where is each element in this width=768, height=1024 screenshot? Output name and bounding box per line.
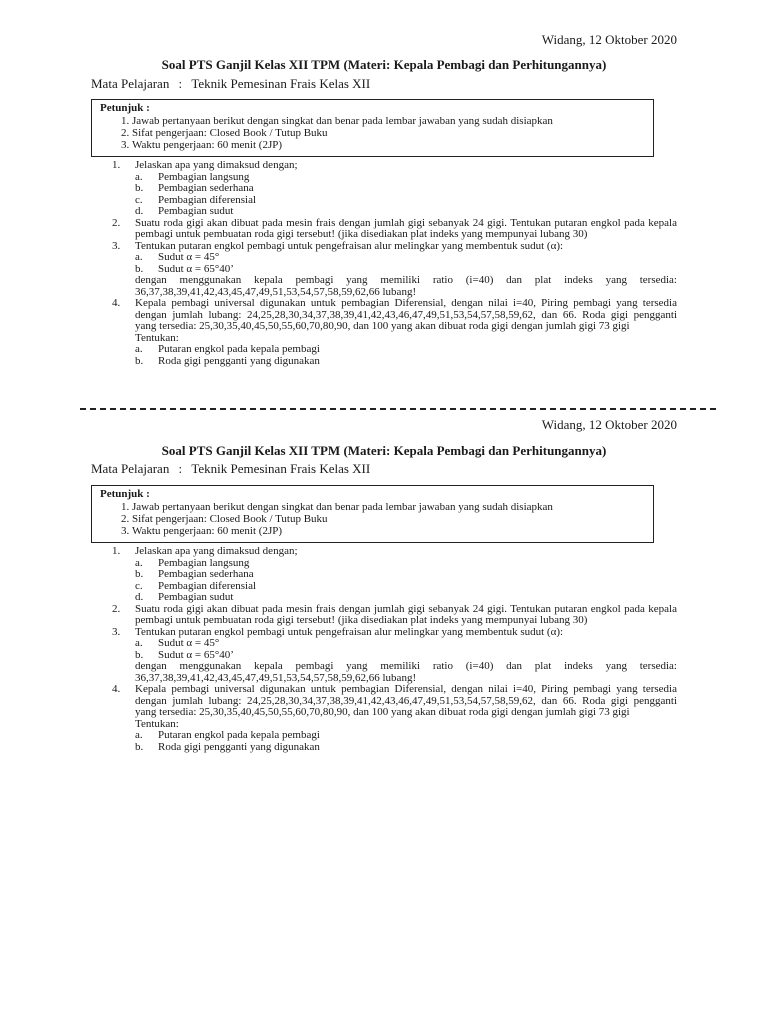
- sub-text: Sudut α = 65°40’: [158, 648, 234, 661]
- sub-letter: b.: [135, 740, 144, 753]
- question-number: 3.: [112, 239, 121, 252]
- sub-text: Pembagian diferensial: [158, 193, 257, 206]
- sub-letter: a.: [135, 729, 143, 741]
- sub-letter: d.: [135, 205, 144, 217]
- instructions-list: [100, 501, 645, 537]
- subject-separator: :: [178, 76, 183, 91]
- sub-letter: a.: [135, 343, 143, 355]
- question-4: [112, 298, 677, 367]
- sub-letter: a.: [135, 556, 143, 569]
- instructions-list: [100, 115, 645, 151]
- question-text: Jelaskan apa yang dimaksud dengan;: [135, 545, 298, 557]
- sub-text: Pembagian diferensial: [158, 579, 257, 592]
- question-number: 3.: [112, 625, 121, 638]
- sub-text: Sudut α = 45°: [158, 637, 220, 649]
- question-text: Kepala pembagi universal digunakan untuk pembagian Diferensial, dengan nilai i=40, Piring pembagi yang tersedia dengan jumlah lubang: 24,25,28,30,34,37,38,39,41,42,43,46,47,49,51,53,54,57,58,59,62, dan 66. Roda gigi pengganti yang tersedia: 25,30,35,40,45,50,55,60,70,80,90, dan 100 yang akan dibuat roda gigi dengan jumlah gigi 73 gigi: [135, 297, 677, 332]
- sub-letter: c.: [135, 579, 143, 592]
- question-number: 2.: [112, 602, 121, 615]
- title-top: Soal PTS Ganjil Kelas XII TPM (Materi: Kepala Pembagi dan Perhitungannya): [161, 57, 607, 72]
- question-number: 1.: [112, 159, 121, 171]
- question-number: 4.: [112, 297, 121, 309]
- sub-text: Putaran engkol pada kepala pembagi: [158, 729, 320, 741]
- sub-item: [135, 650, 677, 662]
- question-2: [112, 604, 677, 627]
- subject-line-bottom: [91, 461, 370, 477]
- sub-letter: b.: [135, 354, 144, 367]
- date-top: Widang, 12 Oktober 2020: [541, 32, 677, 47]
- sub-text: Roda gigi pengganti yang digunakan: [158, 740, 320, 753]
- sub-text: Roda gigi pengganti yang digunakan: [158, 354, 320, 367]
- question-note: dengan menggunakan kepala pembagi yang memiliki ratio (i=40) dan plat indeks yang tersedia: 36,37,38,39,41,42,43,45,47,49,51,53,54,57,58,59,62,66 lubang!: [135, 274, 677, 298]
- question-4: [112, 684, 677, 753]
- instructions-title: Petunjuk :: [100, 102, 150, 114]
- sub-text: Sudut α = 45°: [158, 251, 220, 263]
- sub-item: [135, 264, 677, 276]
- question-3: [112, 627, 677, 685]
- subject-value: Teknik Pemesinan Frais Kelas XII: [191, 461, 371, 476]
- question-3: [112, 241, 677, 299]
- instruction-item: 2. Sifat pengerjaan: Closed Book / Tutup Buku: [132, 513, 645, 525]
- instruction-item: 3. Waktu pengerjaan: 60 menit (2JP): [132, 139, 645, 151]
- sub-item: [135, 206, 677, 218]
- sub-text: Putaran engkol pada kepala pembagi: [158, 343, 320, 355]
- instructions-box-bottom: [91, 485, 654, 543]
- sub-item: [135, 356, 677, 368]
- subject-value: Teknik Pemesinan Frais Kelas XII: [191, 76, 371, 91]
- question-ask: Tentukan:: [135, 331, 179, 344]
- sub-text: Pembagian langsung: [158, 556, 250, 569]
- sub-letter: a.: [135, 251, 143, 263]
- question-1: [112, 546, 677, 604]
- sub-item: [135, 592, 677, 604]
- date-bottom: Widang, 12 Oktober 2020: [541, 417, 677, 432]
- question-text: Kepala pembagi universal digunakan untuk pembagian Diferensial, dengan nilai i=40, Piring pembagi yang tersedia dengan jumlah lubang: 24,25,28,30,34,37,38,39,41,42,43,46,47,49,51,53,54,57,58,59,62, dan 66. Roda gigi pengganti yang tersedia: 25,30,35,40,45,50,55,60,70,80,90, dan 100 yang akan dibuat roda gigi dengan jumlah gigi 73 gigi: [135, 683, 677, 718]
- question-list-bottom: [112, 546, 677, 753]
- sub-letter: c.: [135, 193, 143, 206]
- question-1: [112, 160, 677, 218]
- instructions-title: Petunjuk :: [100, 488, 150, 500]
- sub-text: Pembagian sudut: [158, 205, 234, 217]
- question-2: [112, 218, 677, 241]
- sub-letter: d.: [135, 591, 144, 603]
- instruction-item: 1. Jawab pertanyaan berikut dengan singkat dan benar pada lembar jawaban yang sudah disiapkan: [132, 115, 645, 127]
- sub-letter: b.: [135, 262, 144, 275]
- sub-letter: a.: [135, 170, 143, 183]
- question-text: Tentukan putaran engkol pembagi untuk pengefraisan alur melingkar yang membentuk sudut (α):: [135, 625, 564, 638]
- question-ask: Tentukan:: [135, 717, 179, 730]
- title-bottom: Soal PTS Ganjil Kelas XII TPM (Materi: Kepala Pembagi dan Perhitungannya): [161, 443, 607, 458]
- question-number: 2.: [112, 216, 121, 229]
- sub-text: Pembagian sudut: [158, 591, 234, 603]
- question-note: dengan menggunakan kepala pembagi yang memiliki ratio (i=40) dan plat indeks yang tersedia: 36,37,38,39,41,42,43,45,47,49,51,53,54,57,58,59,62,66 lubang!: [135, 660, 677, 684]
- sub-text: Sudut α = 65°40’: [158, 262, 234, 275]
- cut-line-divider: [80, 408, 716, 410]
- sub-text: Pembagian sederhana: [158, 568, 254, 580]
- sub-letter: b.: [135, 568, 144, 580]
- subject-label: Mata Pelajaran: [91, 461, 170, 476]
- instructions-box-top: [91, 99, 654, 157]
- question-text: Suatu roda gigi akan dibuat pada mesin frais dengan jumlah gigi sebanyak 24 gigi. Tentukan putaran engkol pada kepala pembagi untuk pembuatan roda gigi tersebut! (jika disediakan plat indeks yang mempunyai lubang 30): [135, 602, 677, 626]
- instruction-item: 2. Sifat pengerjaan: Closed Book / Tutup Buku: [132, 127, 645, 139]
- sub-text: Pembagian langsung: [158, 170, 250, 183]
- subject-separator: :: [178, 461, 183, 476]
- question-number: 4.: [112, 683, 121, 695]
- subject-label: Mata Pelajaran: [91, 76, 170, 91]
- question-text: Jelaskan apa yang dimaksud dengan;: [135, 159, 298, 171]
- subject-line-top: [91, 76, 370, 92]
- sub-letter: b.: [135, 648, 144, 661]
- sub-letter: a.: [135, 637, 143, 649]
- question-number: 1.: [112, 545, 121, 557]
- sub-item: [135, 742, 677, 754]
- instruction-item: 3. Waktu pengerjaan: 60 menit (2JP): [132, 525, 645, 537]
- sub-letter: b.: [135, 182, 144, 194]
- sub-text: Pembagian sederhana: [158, 182, 254, 194]
- instruction-item: 1. Jawab pertanyaan berikut dengan singkat dan benar pada lembar jawaban yang sudah disiapkan: [132, 501, 645, 513]
- question-list-top: [112, 160, 677, 367]
- question-text: Suatu roda gigi akan dibuat pada mesin frais dengan jumlah gigi sebanyak 24 gigi. Tentukan putaran engkol pada kepala pembagi untuk pembuatan roda gigi tersebut! (jika disediakan plat indeks yang mempunyai lubang 30): [135, 216, 677, 240]
- question-text: Tentukan putaran engkol pembagi untuk pengefraisan alur melingkar yang membentuk sudut (α):: [135, 239, 564, 252]
